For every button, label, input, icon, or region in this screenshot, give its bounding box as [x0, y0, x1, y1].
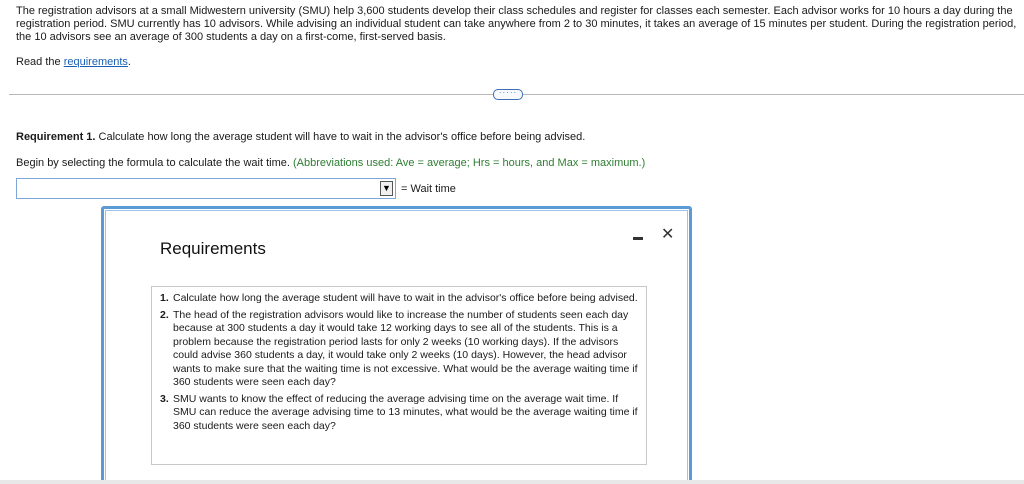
expand-more-button[interactable]: ····· [493, 89, 523, 100]
minimize-icon[interactable] [633, 237, 643, 240]
requirement-1-label: Requirement 1. [16, 131, 96, 143]
read-suffix: . [127, 56, 131, 68]
requirement-number: 1. [160, 292, 169, 304]
requirement-text: The head of the registration advisors would like to increase the number of students seen each day because at 300 students a day it would take 12 working days to see all of the students. This is a problem because the registration period lasts for only 2 weeks (10 working days). If the advisors could advise 360 students a day, it would take only 2 weeks (10 days). However, the head advisor wants to make sure that the waiting time is not excessive. What would be the average waiting time if 360 students were seen each day? [173, 308, 638, 388]
problem-intro-text: The registration advisors at a small Midwestern university (SMU) help 3,600 students develop their class schedules and register for classes each semester. Each advisor works for 10 hours a day during the registration period. SMU currently has 10 advisors. While advising an individual student can take anywhere from 2 to 30 minutes, it takes an average of 15 minutes per student. During the registration period, the 10 advisors see an average of 300 students a day on a first-come, first-served basis. [16, 5, 1017, 43]
requirement-item [160, 309, 638, 390]
requirements-link[interactable]: requirements [63, 56, 128, 68]
requirement-1-heading [16, 131, 585, 143]
requirement-text: Calculate how long the average student will have to wait in the advisor's office before being advised. [173, 292, 638, 304]
requirement-item [160, 393, 638, 434]
requirement-number: 3. [160, 392, 169, 405]
wait-time-label: = Wait time [401, 183, 456, 195]
formula-instruction [16, 157, 645, 169]
requirement-number: 2. [160, 308, 169, 321]
requirements-dialog-inner [105, 210, 688, 484]
formula-instruction-text: Begin by selecting the formula to calculate the wait time. [16, 157, 293, 169]
requirement-1-text: Calculate how long the average student will have to wait in the advisor's office before being advised. [95, 131, 586, 143]
read-requirements-line [16, 56, 131, 68]
requirements-dialog [101, 206, 692, 484]
abbreviations-hint: (Abbreviations used: Ave = average; Hrs = hours, and Max = maximum.) [292, 157, 646, 169]
requirements-list [160, 292, 638, 433]
dropdown-arrow-icon[interactable]: ▼ [380, 181, 393, 196]
bottom-scroll-strip [0, 480, 1024, 484]
requirement-text: SMU wants to know the effect of reducing the average advising time on the average wait time. If SMU can reduce the average advising time to 13 minutes, what would be the average waiting time if 360 students were seen each day? [173, 392, 638, 432]
formula-dropdown[interactable] [16, 178, 396, 199]
read-prefix: Read the [16, 56, 64, 68]
requirement-item [160, 292, 638, 306]
requirements-list-box [151, 286, 647, 465]
close-icon[interactable]: ✕ [661, 226, 675, 243]
dialog-title: Requirements [160, 239, 266, 258]
